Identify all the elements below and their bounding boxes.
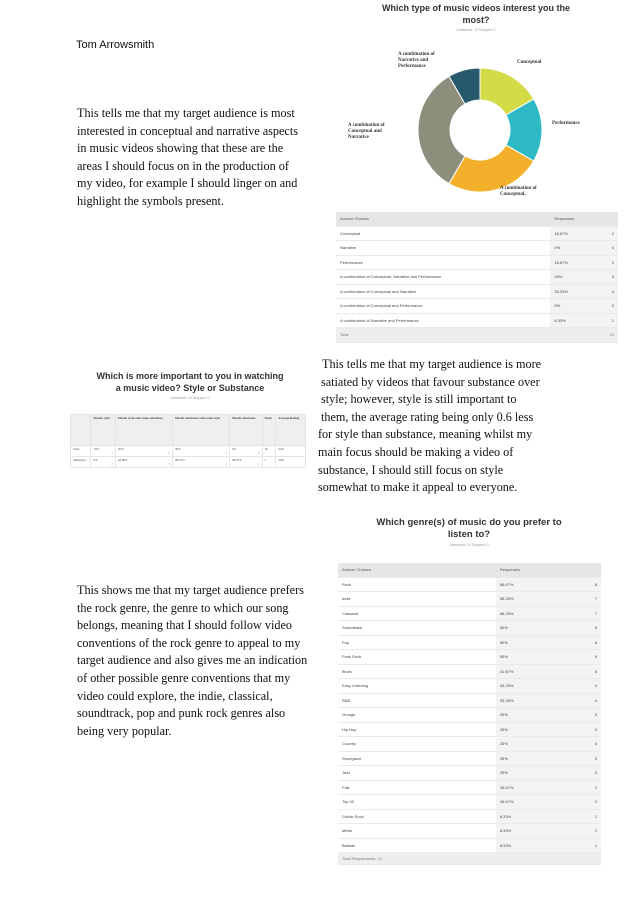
table-row [338,693,601,708]
response-percent: 0% [550,299,601,314]
response-count: 3 [601,270,618,285]
text-line: the rock genre, the genre to which our song [77,600,289,615]
response-count: 1 [585,838,601,853]
response-percent: 66.67% [496,577,585,592]
text-line: This tells me that my target audience is most [77,106,295,120]
response-percent: 50% [496,650,585,665]
table-row [338,679,601,694]
text-line: target audience and also gives me an indication [77,653,308,668]
cell-count: 2 [225,462,227,466]
response-count: 2 [585,780,601,795]
response-count: 2 [601,255,618,270]
text-line: in music videos showing that these are the [77,141,284,156]
table-row [338,809,601,824]
answer-choice: A combination of Conceptual and Performance [336,299,550,314]
table-row [338,722,601,737]
cell-count: 1 [111,451,113,455]
title-line: Which genre(s) of music do you prefer to [376,517,562,528]
response-count: 3 [585,722,601,737]
text-line: style; however, style is still important to [321,392,517,407]
genre-name: Rock [338,577,496,592]
table-header [336,212,618,226]
response-count: 6 [585,621,601,636]
header-cell: Mostly style [91,415,115,446]
cell-percent: 7 [264,458,267,462]
response-count: 1 [585,824,601,839]
table-row [336,226,618,241]
survey-subtitle: Answered: 12 Skipped: 0 [449,543,489,547]
table-row [338,751,601,766]
survey-title [70,370,310,394]
table-row [336,299,618,314]
response-count: 1 [601,313,618,328]
pie-label-conceptual-narrative-performance [500,186,537,198]
response-percent: 25% [496,708,585,723]
response-percent: 50% [496,635,585,650]
genre-name: Metal [338,824,496,839]
cell-percent: 42.86% [117,458,128,462]
text-line: conventions of the rock genre to appeal to my [77,635,301,650]
table-row [338,780,601,795]
text-line: them, the average rating being only 0.6 less [321,409,534,424]
table-row [338,606,601,621]
answer-choice: A combination of Narrative and Performance [336,313,550,328]
text-line: interested in conceptual and narrative aspects [77,123,298,138]
cell-percent: 0% [232,447,237,451]
genre-name: Indie [338,592,496,607]
genre-name: Hip Hop [338,722,496,737]
text-line: This tells me that my target audience is more [322,357,542,371]
table-row [71,457,306,468]
analysis-paragraph-3 [77,582,307,740]
label-line: Performance [552,121,580,126]
label-line: A combination of [500,186,537,191]
table-total-row [336,328,618,343]
pie-label-conceptual [517,60,541,66]
header-cell: Total [262,415,276,446]
cell-percent: 0% [93,458,98,462]
cell-count: 3 [168,462,170,466]
genre-name: Soundtrack [338,621,496,636]
title-line: Which type of music videos interest you the [381,3,571,13]
cell-count: 3 [225,451,227,455]
response-count: 3 [585,751,601,766]
genre-name: R&B [338,693,496,708]
pie-label-performance [552,121,580,127]
genre-name: Grunge [338,708,496,723]
response-percent: 58.33% [496,606,585,621]
cell-percent: Style [73,447,80,451]
table-row [338,766,601,781]
header-cell: Responses [496,563,585,577]
cell-percent: Substance [73,458,86,462]
table-row [338,650,601,665]
cell-percent: 2.20 [278,447,284,451]
label-line: Conceptual [517,60,542,65]
answer-choice: Performance [336,255,550,270]
cell-count: 0 [111,462,113,466]
text-line: of other possible genre conventions that my [77,670,291,685]
genre-name: Country [338,737,496,752]
table-row [336,255,618,270]
text-line: substance, I should still focus on style [318,462,504,477]
label-line: A combination of [398,52,435,57]
response-count: 4 [585,679,601,694]
header-cell [585,563,601,577]
response-percent: 25% [496,737,585,752]
table-row [338,592,601,607]
text-line: video could explore, the indie, classical, [77,688,273,703]
survey2-table [70,414,306,468]
table-row [338,838,601,853]
label-line: Conceptual and [348,129,382,134]
survey-style-substance [70,370,310,400]
table-row [338,635,601,650]
pie-chart [410,60,550,200]
table-header [338,563,601,577]
text-line: somewhat to make it appeal to everyone. [318,480,518,495]
response-percent: 25% [496,766,585,781]
response-count: 8 [585,577,601,592]
cell-percent: 28.57% [174,458,185,462]
table-row [338,737,601,752]
cell-count: 2 [257,462,260,466]
response-percent: 8.33% [496,824,585,839]
cell-value [91,446,115,457]
genre-name: Blues [338,664,496,679]
response-count: 2 [585,795,601,810]
text-line: satiated by videos that favour substance over [321,374,540,389]
header-cell [601,212,618,226]
table-row [338,664,601,679]
table-row [338,577,601,592]
row-label [71,457,91,468]
answer-choice: Conceptual [336,226,550,241]
header-cell: Mostly substance with some style [172,415,229,446]
text-line: my video, for example I should linger on and [77,176,298,191]
table-row [336,270,618,285]
response-count: 5 [585,664,601,679]
table-row [338,824,601,839]
total-value: 12 [601,328,618,343]
header-cell: Average Rating [276,415,306,446]
response-percent: 50% [496,621,585,636]
response-count: 3 [585,766,601,781]
title-line: listen to? [447,529,491,540]
cell-value [115,446,172,457]
title-line: a music video? Style or Substance [115,383,265,393]
response-percent: 25% [496,751,585,766]
survey-title [336,2,616,26]
pie-label-narrative-performance [398,52,435,70]
response-count: 6 [585,635,601,650]
survey3-table-wrapper [338,563,601,865]
total-label: Total Respondents: 12 [338,853,601,865]
response-percent: 8.33% [550,313,601,328]
cell-percent: 30% [174,447,181,451]
survey3-table [338,563,601,865]
title-line: Which is more important to you in watching [96,371,284,381]
pie-label-conceptual-narrative [348,123,385,141]
response-count: 4 [585,693,601,708]
response-percent: 8.33% [496,838,585,853]
cell-value [262,446,276,457]
response-percent: 0% [550,241,601,256]
header-cell: Mostly style with some substance [115,415,172,446]
response-percent: 33.33% [496,679,585,694]
cell-value [172,457,229,468]
title-line: most? [462,15,490,25]
text-line: belongs, meaning that I should follow video [77,618,292,633]
total-spacer [550,328,601,343]
cell-value [276,446,306,457]
analysis-paragraph-1 [77,105,298,211]
response-percent: 58.33% [496,592,585,607]
text-line: This shows me that my target audience prefers [77,583,304,597]
text-line: highlight the symbols present. [77,193,224,208]
header-cell [71,415,91,446]
table-row [71,446,306,457]
genre-name: Gothic Rock [338,809,496,824]
cell-value [91,457,115,468]
genre-name: Classical [338,606,496,621]
cell-percent: 28.57% [232,458,242,462]
header-cell: Responses [550,212,601,226]
response-count: 7 [585,592,601,607]
genre-name: Shoegazer [338,751,496,766]
table-row [336,284,618,299]
header-cell: Mostly substance [230,415,263,446]
genre-name: Ballads [338,838,496,853]
cell-value [172,446,229,457]
answer-choice: A combination of Conceptual and Narrative [336,284,550,299]
analysis-paragraph-2 [318,356,541,497]
survey2-table-wrapper [70,414,306,468]
cell-value [230,457,263,468]
response-percent: 25% [496,722,585,737]
table-header [71,415,306,446]
response-count: 1 [585,809,601,824]
cell-value [262,457,276,468]
survey-title [338,517,600,541]
table-row [338,708,601,723]
header-cell: Answer Choices [338,563,496,577]
response-percent: 33.33% [550,284,601,299]
label-line: Narrative and [398,58,429,63]
cell-count: 5 [168,451,170,455]
survey-music-video-type [336,2,616,32]
response-percent: 16.67% [550,226,601,241]
cell-percent: 10 [264,447,268,451]
response-count: 3 [585,737,601,752]
label-line: Performance [398,64,426,69]
cell-percent: 50% [117,447,124,451]
row-label [71,446,91,457]
cell-percent: 2.86 [278,458,284,462]
text-line: for style than substance, meaning whilst my [318,427,533,442]
survey-subtitle: Answered: 12 Skipped: 0 [456,28,496,32]
genre-name: Top 40 [338,795,496,810]
text-line: soundtrack, pop and punk rock genres also [77,706,286,721]
response-percent: 16.67% [496,795,585,810]
answer-choice: A combination of Conceptual, Narrative and Performance [336,270,550,285]
genre-name: Folk [338,780,496,795]
cell-value [276,457,306,468]
table-row [338,621,601,636]
response-count: 0 [601,241,618,256]
cell-count: 0 [257,451,260,455]
response-count: 7 [585,606,601,621]
response-count: 4 [601,284,618,299]
response-count: 3 [585,708,601,723]
table-row [336,313,618,328]
genre-name: Pop [338,635,496,650]
author-name: Tom Arrowsmith [76,39,155,51]
label-line: A combination of [348,123,385,128]
text-line: areas I should focus on in the production of [77,158,289,173]
cell-value [230,446,263,457]
survey-subtitle: Answered: 10 Skipped: 0 [170,396,210,400]
genre-name: Punk Rock [338,650,496,665]
response-count: 2 [601,226,618,241]
cell-percent: 10% [93,447,100,451]
header-cell: Answer Choices [336,212,550,226]
survey-genres [338,517,600,547]
label-line: Conceptual, [500,192,526,197]
table-row [336,241,618,256]
total-label: Total [336,328,550,343]
response-percent: 33.33% [496,693,585,708]
text-line: being very popular. [77,723,172,738]
text-line: main focus should be making a video of [318,444,514,459]
response-count: 0 [601,299,618,314]
response-percent: 41.67% [496,664,585,679]
cell-value [115,457,172,468]
genre-name: Jazz [338,766,496,781]
response-percent: 16.67% [550,255,601,270]
table-total-row [338,853,601,865]
survey1-table [336,212,618,343]
table-row [338,795,601,810]
survey1-table-wrapper [336,212,618,343]
response-percent: 8.33% [496,809,585,824]
response-count: 6 [585,650,601,665]
response-percent: 16.67% [496,780,585,795]
answer-choice: Narrative [336,241,550,256]
response-percent: 25% [550,270,601,285]
label-line: Narrative [348,135,369,140]
genre-name: Easy Listening [338,679,496,694]
